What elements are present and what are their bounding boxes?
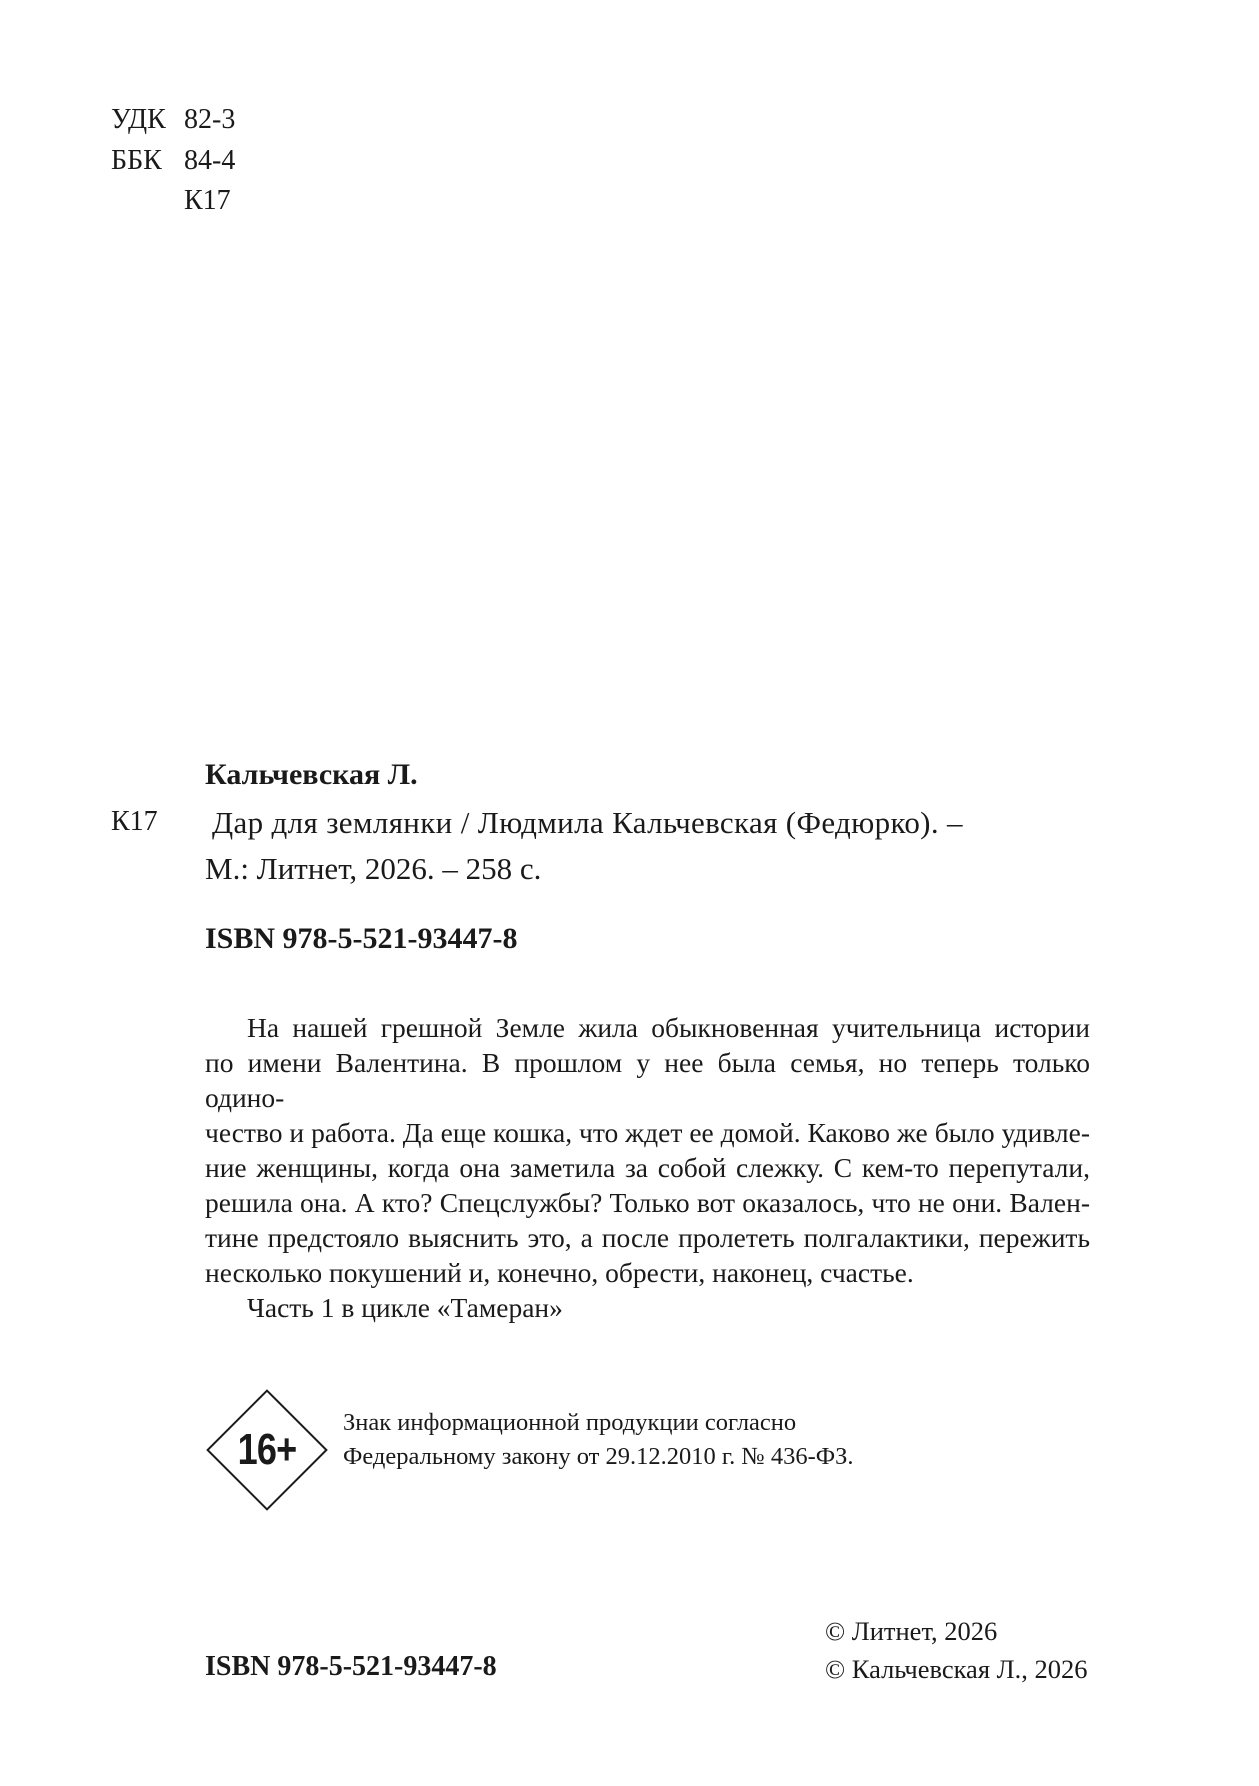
bbk-label: ББК <box>111 145 162 176</box>
annotation-line: решила она. А кто? Спецслужбы? Только вот оказалось, что не они. Вален- <box>205 1187 1090 1218</box>
age-rating-note-line: Федеральному закону от 29.12.2010 г. № 436-ФЗ. <box>343 1443 854 1470</box>
annotation <box>205 1010 1090 1325</box>
classification-block <box>111 101 311 221</box>
udk-label: УДК <box>111 104 166 135</box>
age-rating-note <box>343 1406 854 1474</box>
annotation-line: чество и работа. Да еще кошка, что ждет ее домой. Каково же было удивле- <box>205 1117 1090 1148</box>
copyright-publisher: © Литнет, 2026 <box>825 1616 998 1646</box>
annotation-line: ние женщины, когда она заметила за собой слежку. С кем-то перепутали, <box>205 1152 1090 1183</box>
bbk-code: 84-4 <box>184 145 236 176</box>
copyright-author: © Кальчевская Л., 2026 <box>825 1654 1088 1684</box>
udk-code: 82-3 <box>184 104 236 135</box>
age-rating-text: 16+ <box>237 1425 297 1474</box>
annotation-line: несколько покушений и, конечно, обрести, наконец, счастье. <box>205 1257 914 1288</box>
series-note: Часть 1 в цикле «Тамеран» <box>247 1292 563 1323</box>
annotation-line: На нашей грешной Земле жила обыкновенная учительница истории <box>247 1012 1090 1043</box>
annotation-line: тине предстояло выяснить это, а после пролететь полгалактики, пережить <box>205 1222 1090 1253</box>
copyright-block <box>825 1612 1087 1688</box>
age-rating-note-line: Знак информационной продукции согласно <box>343 1409 797 1436</box>
age-rating-badge <box>205 1388 329 1512</box>
author-heading: Кальчевская Л. <box>205 758 418 791</box>
isbn-main: ISBN 978-5-521-93447-8 <box>205 922 518 955</box>
annotation-line: по имени Валентина. В прошлом у нее была семья, но теперь только одино- <box>205 1047 1090 1113</box>
entry-title-line: Дар для землянки / Людмила Кальчевская (Федюрко). – <box>212 805 963 840</box>
author-mark-code: К17 <box>184 185 231 216</box>
author-mark: К17 <box>111 806 158 837</box>
isbn-bottom: ISBN 978-5-521-93447-8 <box>205 1651 497 1682</box>
entry-imprint-line: М.: Литнет, 2026. – 258 с. <box>205 851 542 886</box>
